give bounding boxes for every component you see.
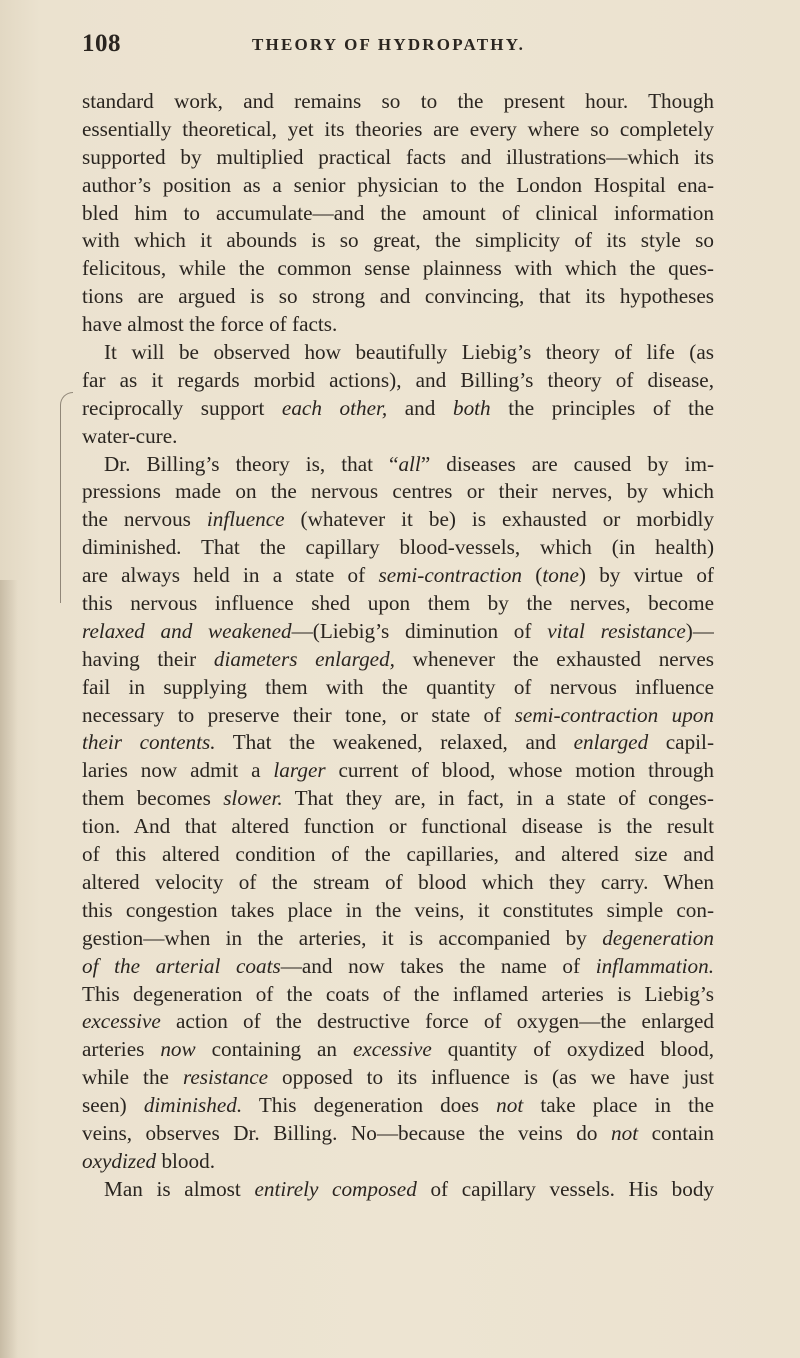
text-line: necessary to preserve their tone, or state of semi-contraction upon <box>82 702 714 727</box>
text-line: relaxed and weakened—(Liebig’s diminution of vital resistance)— <box>82 618 714 643</box>
text-line: their contents. That the weakened, relaxed, and enlarged capil- <box>82 730 714 755</box>
running-head: THEORY OF HYDROPATHY. <box>252 35 526 54</box>
page-header <box>82 30 714 60</box>
text-line: gestion—when in the arteries, it is accompanied by degeneration <box>82 925 714 950</box>
text-line: tions are argued is so strong and convincing, that its hypotheses <box>82 284 714 309</box>
text-line: this nervous influence shed upon them by the nerves, become <box>82 591 714 616</box>
text-line: having their diameters enlarged, whenever the exhausted nerves <box>82 646 714 671</box>
text-line: altered velocity of the stream of blood which they carry. When <box>82 869 714 894</box>
text-line: water-cure. <box>82 423 178 448</box>
text-line: laries now admit a larger current of blood, whose motion through <box>82 758 714 783</box>
text-line: them becomes slower. That they are, in fact, in a state of conges- <box>82 786 714 811</box>
body-text <box>82 88 714 1204</box>
text-line: with which it abounds is so great, the simplicity of its style so <box>82 228 714 253</box>
text-line: This degeneration of the coats of the inflamed arteries is Liebig’s <box>82 981 714 1006</box>
text-line: far as it regards morbid actions), and Billing’s theory of disease, <box>82 367 714 392</box>
gutter-shadow <box>0 580 18 1358</box>
text-line: while the resistance opposed to its influence is (as we have just <box>82 1065 714 1090</box>
text-line: standard work, and remains so to the present hour. Though <box>82 89 714 113</box>
margin-pencil-bracket <box>60 392 73 603</box>
text-line: fail in supplying them with the quantity of nervous influence <box>82 674 714 699</box>
text-line: felicitous, while the common sense plainness with which the ques- <box>82 256 714 281</box>
text-line: supported by multiplied practical facts and illustrations—which its <box>82 144 714 169</box>
text-line: tion. And that altered function or functional disease is the result <box>82 814 714 839</box>
text-line: are always held in a state of semi-contraction (tone) by virtue of <box>82 563 714 588</box>
text-line: diminished. That the capillary blood-vessels, which (in health) <box>82 535 714 560</box>
text-line: bled him to accumulate—and the amount of clinical information <box>82 200 714 225</box>
text-line: pressions made on the nervous centres or their nerves, by which <box>82 479 714 504</box>
text-line: Man is almost entirely composed of capillary vessels. His body <box>104 1176 714 1201</box>
page-number: 108 <box>82 30 121 57</box>
text-line: of this altered condition of the capillaries, and altered size and <box>82 842 714 867</box>
text-line: veins, observes Dr. Billing. No—because the veins do not contain <box>82 1120 714 1145</box>
text-line: reciprocally support each other, and both the principles of the <box>82 395 714 420</box>
text-line: It will be observed how beautifully Liebig’s theory of life (as <box>104 340 714 365</box>
text-line: oxydized blood. <box>82 1148 215 1173</box>
text-line: arteries now containing an excessive quantity of oxydized blood, <box>82 1037 714 1062</box>
text-line: excessive action of the destructive force of oxygen—the enlarged <box>82 1009 714 1034</box>
text-line: this congestion takes place in the veins, it constitutes simple con- <box>82 897 714 922</box>
text-line: of the arterial coats—and now takes the name of inflammation. <box>82 953 714 978</box>
text-line: have almost the force of facts. <box>82 312 338 337</box>
text-line: Dr. Billing’s theory is, that “all” diseases are caused by im- <box>104 451 714 476</box>
text-line: seen) diminished. This degeneration does not take place in the <box>82 1093 714 1118</box>
text-line: essentially theoretical, yet its theories are every where so completely <box>82 116 714 141</box>
text-line: author’s position as a senior physician to the London Hospital ena- <box>82 172 714 197</box>
text-line: the nervous influence (whatever it be) is exhausted or morbidly <box>82 507 714 532</box>
